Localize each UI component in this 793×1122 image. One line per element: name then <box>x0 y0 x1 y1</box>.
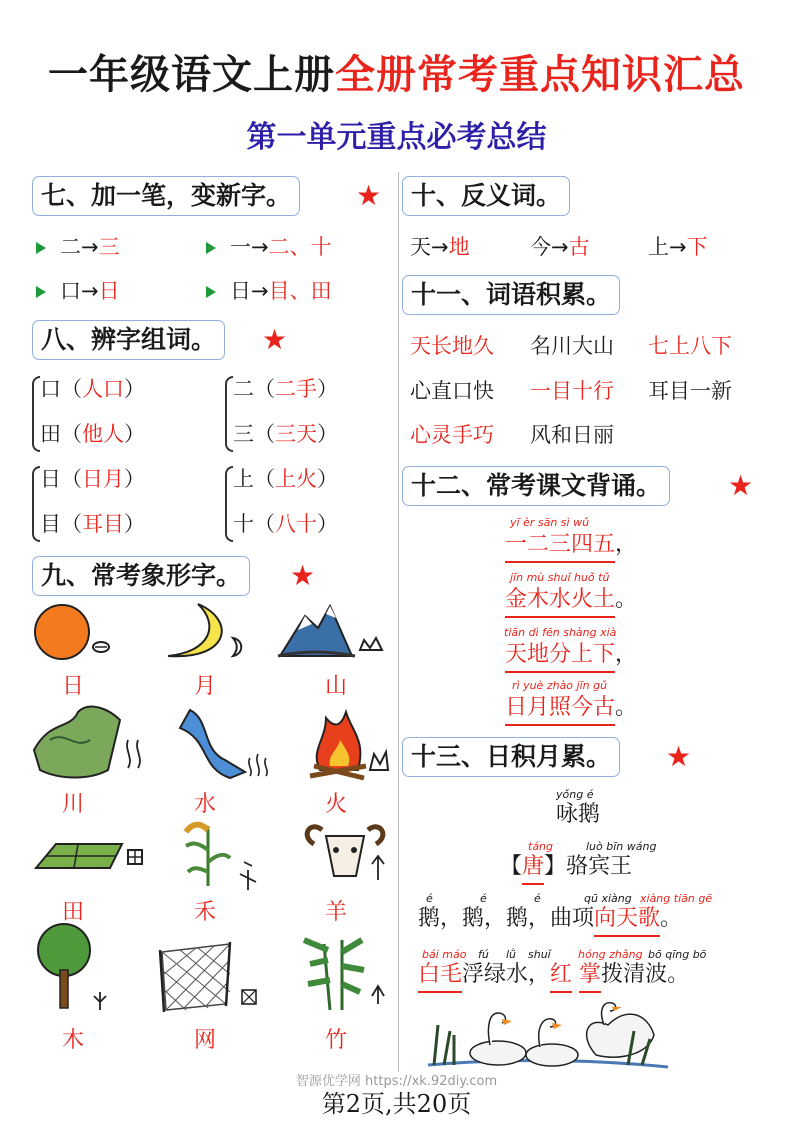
caption-sun: 日 <box>61 674 84 699</box>
mountain-icon <box>278 606 382 656</box>
page-number-footer: 第2页,共20页 <box>321 1090 472 1118</box>
poem-line-1: 鹅，鹅，鹅，曲项向天歌。 <box>418 904 682 937</box>
author-pinyin-name: luò bīn wáng <box>586 840 657 853</box>
section-8-heading: 八、辨字组词。 <box>32 320 225 360</box>
poem-pinyin: é <box>534 892 541 905</box>
poem-title: 咏鹅 <box>556 802 601 827</box>
poem-pinyin: lǜ <box>506 948 517 961</box>
title-black: 一年级语文上册 <box>48 52 335 98</box>
caption-fire: 火 <box>324 792 347 817</box>
star-icon: ★ <box>666 740 692 773</box>
column-divider <box>398 172 399 1072</box>
poem-pinyin: bái máo <box>422 948 467 961</box>
poem-pinyin: qū xiàng <box>584 892 632 905</box>
antonym-pair: 今→古 <box>530 235 590 259</box>
net-icon <box>160 942 256 1012</box>
author-pinyin-dynasty: táng <box>528 840 554 853</box>
idiom: 心直口快 <box>410 379 494 403</box>
triangle-bullet-icon <box>206 286 216 298</box>
water-icon <box>180 710 267 778</box>
star-icon: ★ <box>262 323 288 356</box>
pinyin-line: yī èr sān sì wǔ <box>510 516 590 529</box>
caption-tree: 木 <box>61 1028 84 1053</box>
triangle-bullet-icon <box>36 242 46 254</box>
poem-pinyin: fú <box>478 948 489 961</box>
word-group-row: 日（日月） <box>40 467 145 491</box>
section-9-heading: 九、常考象形字。 <box>32 556 250 596</box>
bamboo-icon <box>304 940 384 1010</box>
caption-net: 网 <box>193 1028 216 1053</box>
word-group-row: 口（人口） <box>40 377 145 401</box>
recitation-line: 天地分上下， <box>505 640 637 673</box>
brace-icon <box>32 376 40 452</box>
word-group-row: 二（二手） <box>233 377 338 401</box>
pinyin-line: rì yuè zhào jīn gǔ <box>512 679 608 692</box>
word-group-row: 上（上火） <box>233 467 338 491</box>
section-12-heading: 十二、常考课文背诵。 <box>402 466 670 506</box>
sheep-icon <box>307 827 384 880</box>
rice-plant-icon <box>186 825 256 890</box>
recitation-line: 一二三四五， <box>505 530 637 563</box>
sun-icon <box>35 605 109 659</box>
idiom: 一目十行 <box>530 379 614 403</box>
poem-pinyin: shuǐ <box>528 948 551 961</box>
poem-pinyin: xiàng tiān gē <box>640 892 713 905</box>
add-stroke-item: 一→二、十 <box>206 232 332 262</box>
caption-rice: 禾 <box>193 900 216 925</box>
word-group-row: 目（耳目） <box>40 512 145 536</box>
idiom: 天长地久 <box>410 334 494 358</box>
idiom: 心灵手巧 <box>410 423 494 447</box>
idiom: 耳目一新 <box>648 379 732 403</box>
poem-author: 【唐】骆宾王 <box>500 852 632 885</box>
unit-subtitle: 第一单元重点必考总结 <box>246 120 547 155</box>
word-group-row: 田（他人） <box>40 422 145 446</box>
caption-mountain: 山 <box>324 674 347 699</box>
poem-pinyin: bō qīng bō <box>648 948 707 961</box>
poem-pinyin: hóng zhǎng <box>578 948 643 961</box>
star-icon: ★ <box>290 559 316 592</box>
geese-illustration <box>428 995 668 1075</box>
antonym-pair: 天→地 <box>410 235 470 259</box>
title-red: 全册常考重点知识汇总 <box>335 52 745 98</box>
section-13-heading: 十三、日积月累。 <box>402 737 620 777</box>
recitation-line: 日月照今古。 <box>505 693 637 726</box>
section-11-heading: 十一、词语积累。 <box>402 275 620 315</box>
moon-icon <box>168 604 241 656</box>
star-icon: ★ <box>356 179 382 212</box>
poem-pinyin: é <box>480 892 487 905</box>
pictograph-grid <box>30 600 390 1060</box>
watermark: 智源优学网 https://xk.92diy.com <box>295 1074 498 1089</box>
caption-water: 水 <box>193 792 216 817</box>
idiom: 名川大山 <box>530 334 614 358</box>
section-10-heading: 十、反义词。 <box>402 176 570 216</box>
idiom: 七上八下 <box>648 334 732 358</box>
poem-pinyin: é <box>426 892 433 905</box>
recitation-line: 金木水火土。 <box>505 585 637 618</box>
tree-icon <box>38 924 106 1010</box>
add-stroke-item: 口→日 <box>36 276 120 306</box>
triangle-bullet-icon <box>36 286 46 298</box>
section-7-heading: 七、加一笔，变新字。 <box>32 176 300 216</box>
caption-sheep: 羊 <box>324 900 347 925</box>
brace-icon <box>225 376 233 452</box>
field-icon <box>36 844 142 868</box>
antonym-pair: 上→下 <box>648 235 708 259</box>
triangle-bullet-icon <box>206 242 216 254</box>
add-stroke-item: 日→目、田 <box>206 276 332 306</box>
add-stroke-item: 二→三 <box>36 232 120 262</box>
pinyin-line: tiān dì fēn shàng xià <box>504 626 617 639</box>
river-icon <box>34 707 140 778</box>
page-title <box>0 50 793 100</box>
word-group-row: 三（三天） <box>233 422 338 446</box>
brace-icon <box>225 466 233 542</box>
star-icon: ★ <box>728 469 754 502</box>
word-group-row: 十（八十） <box>233 512 338 536</box>
idiom: 风和日丽 <box>530 423 614 447</box>
caption-moon: 月 <box>193 674 216 699</box>
brace-icon <box>32 466 40 542</box>
fire-icon <box>310 712 388 778</box>
poem-title-pinyin: yǒng é <box>556 788 594 801</box>
pinyin-line: jīn mù shuǐ huǒ tǔ <box>510 571 610 584</box>
caption-field: 田 <box>61 900 84 925</box>
caption-river: 川 <box>61 792 84 817</box>
poem-line-2: 白毛浮绿水，红 掌拨清波。 <box>418 960 689 993</box>
caption-bamboo: 竹 <box>324 1028 347 1053</box>
